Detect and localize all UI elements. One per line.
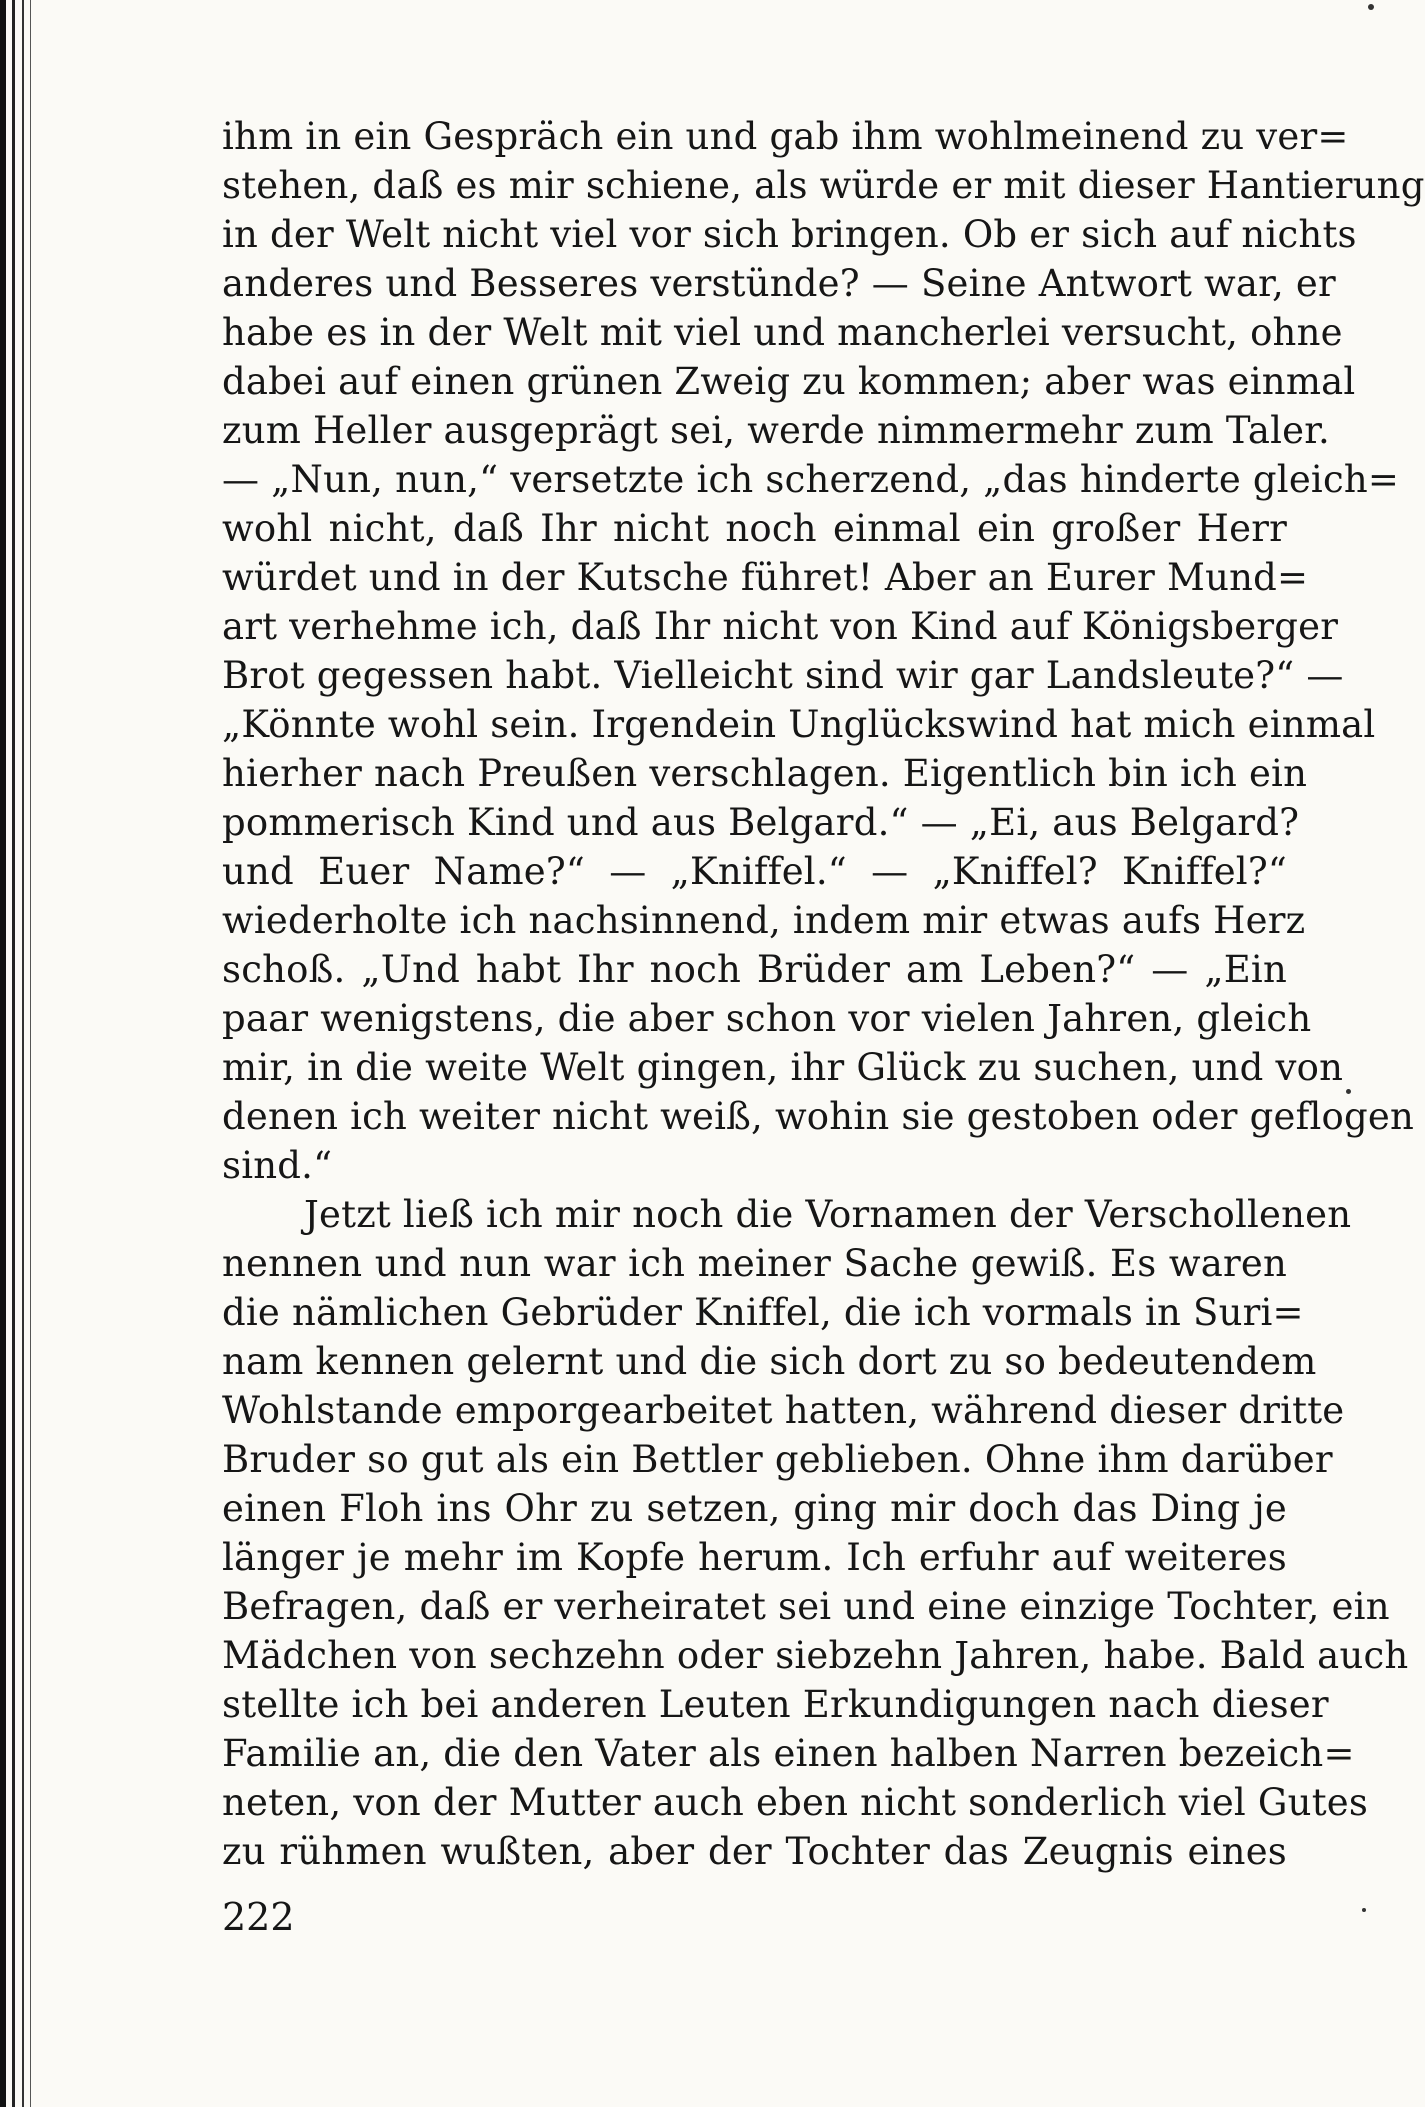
text-line: neten, von der Mutter auch eben nicht sonderlich viel Gutes: [222, 1781, 1369, 1824]
text-line: Brot gegessen habt. Vielleicht sind wir gar Landsleute?“ —: [222, 654, 1344, 697]
text-line: Befragen, daß er verheiratet sei und eine einzige Tochter, ein: [222, 1585, 1390, 1628]
scan-speck: [1362, 1908, 1366, 1912]
text-line: schoß. „Und habt Ihr noch Brüder am Leben?“ — „Ein: [222, 948, 1287, 991]
text-line: paar wenigstens, die aber schon vor vielen Jahren, gleich: [222, 997, 1312, 1040]
text-line: würdet und in der Kutsche führet! Aber an Eurer Mund=: [222, 556, 1309, 599]
text-line: sind.“: [222, 1144, 333, 1187]
text-line: Bruder so gut als ein Bettler geblieben. Ohne ihm darüber: [222, 1438, 1333, 1481]
text-line: mir, in die weite Welt gingen, ihr Glück zu suchen, und von: [222, 1046, 1344, 1089]
text-line: pommerisch Kind und aus Belgard.“ — „Ei, aus Belgard?: [222, 801, 1300, 844]
text-line: — „Nun, nun,“ versetzte ich scherzend, „das hinderte gleich=: [222, 458, 1400, 501]
text-line: wiederholte ich nachsinnend, indem mir etwas aufs Herz: [222, 899, 1306, 942]
text-line: nennen und nun war ich meiner Sache gewiß. Es waren: [222, 1242, 1287, 1285]
text-line: die nämlichen Gebrüder Kniffel, die ich vormals in Suri=: [222, 1291, 1304, 1334]
text-line: Jetzt ließ ich mir noch die Vornamen der Verschollenen: [304, 1193, 1352, 1236]
text-line: Wohlstande emporgearbeitet hatten, während dieser dritte: [222, 1389, 1345, 1432]
text-line: ihm in ein Gespräch ein und gab ihm wohlmeinend zu ver=: [222, 115, 1349, 158]
scan-speck: [1368, 4, 1374, 10]
text-line: einen Floh ins Ohr zu setzen, ging mir doch das Ding je: [222, 1487, 1287, 1530]
text-line: hierher nach Preußen verschlagen. Eigentlich bin ich ein: [222, 752, 1308, 795]
scan-speck: [1346, 1089, 1351, 1094]
text-line: „Könnte wohl sein. Irgendein Unglückswind hat mich einmal: [222, 703, 1376, 746]
text-line: dabei auf einen grünen Zweig zu kommen; aber was einmal: [222, 360, 1356, 403]
text-line: länger je mehr im Kopfe herum. Ich erfuhr auf weiteres: [222, 1536, 1287, 1579]
text-line: zum Heller ausgeprägt sei, werde nimmermehr zum Taler.: [222, 409, 1331, 452]
text-line: Mädchen von sechzehn oder siebzehn Jahren, habe. Bald auch: [222, 1634, 1409, 1677]
text-line: stehen, daß es mir schiene, als würde er mit dieser Hantierung: [222, 164, 1425, 207]
text-line: wohl nicht, daß Ihr nicht noch einmal ein großer Herr: [222, 507, 1287, 550]
scan-binding-edge: [0, 0, 48, 2107]
text-line: habe es in der Welt mit viel und mancherlei versucht, ohne: [222, 311, 1343, 354]
text-line: art verhehme ich, daß Ihr nicht von Kind auf Königsberger: [222, 605, 1339, 648]
text-line: in der Welt nicht viel vor sich bringen. Ob er sich auf nichts: [222, 213, 1357, 256]
book-page-text: [222, 112, 1425, 1876]
text-line: anderes und Besseres verstünde? — Seine Antwort war, er: [222, 262, 1336, 305]
text-line: zu rühmen wußten, aber der Tochter das Zeugnis eines: [222, 1830, 1287, 1873]
page-number: 222: [222, 1895, 295, 1939]
text-line: nam kennen gelernt und die sich dort zu so bedeutendem: [222, 1340, 1317, 1383]
text-line: und Euer Name?“ — „Kniffel.“ — „Kniffel? Kniffel?“: [222, 850, 1287, 893]
text-line: denen ich weiter nicht weiß, wohin sie gestoben oder geflogen: [222, 1095, 1415, 1138]
text-line: Familie an, die den Vater als einen halben Narren bezeich=: [222, 1732, 1355, 1775]
text-line: stellte ich bei anderen Leuten Erkundigungen nach dieser: [222, 1683, 1329, 1726]
